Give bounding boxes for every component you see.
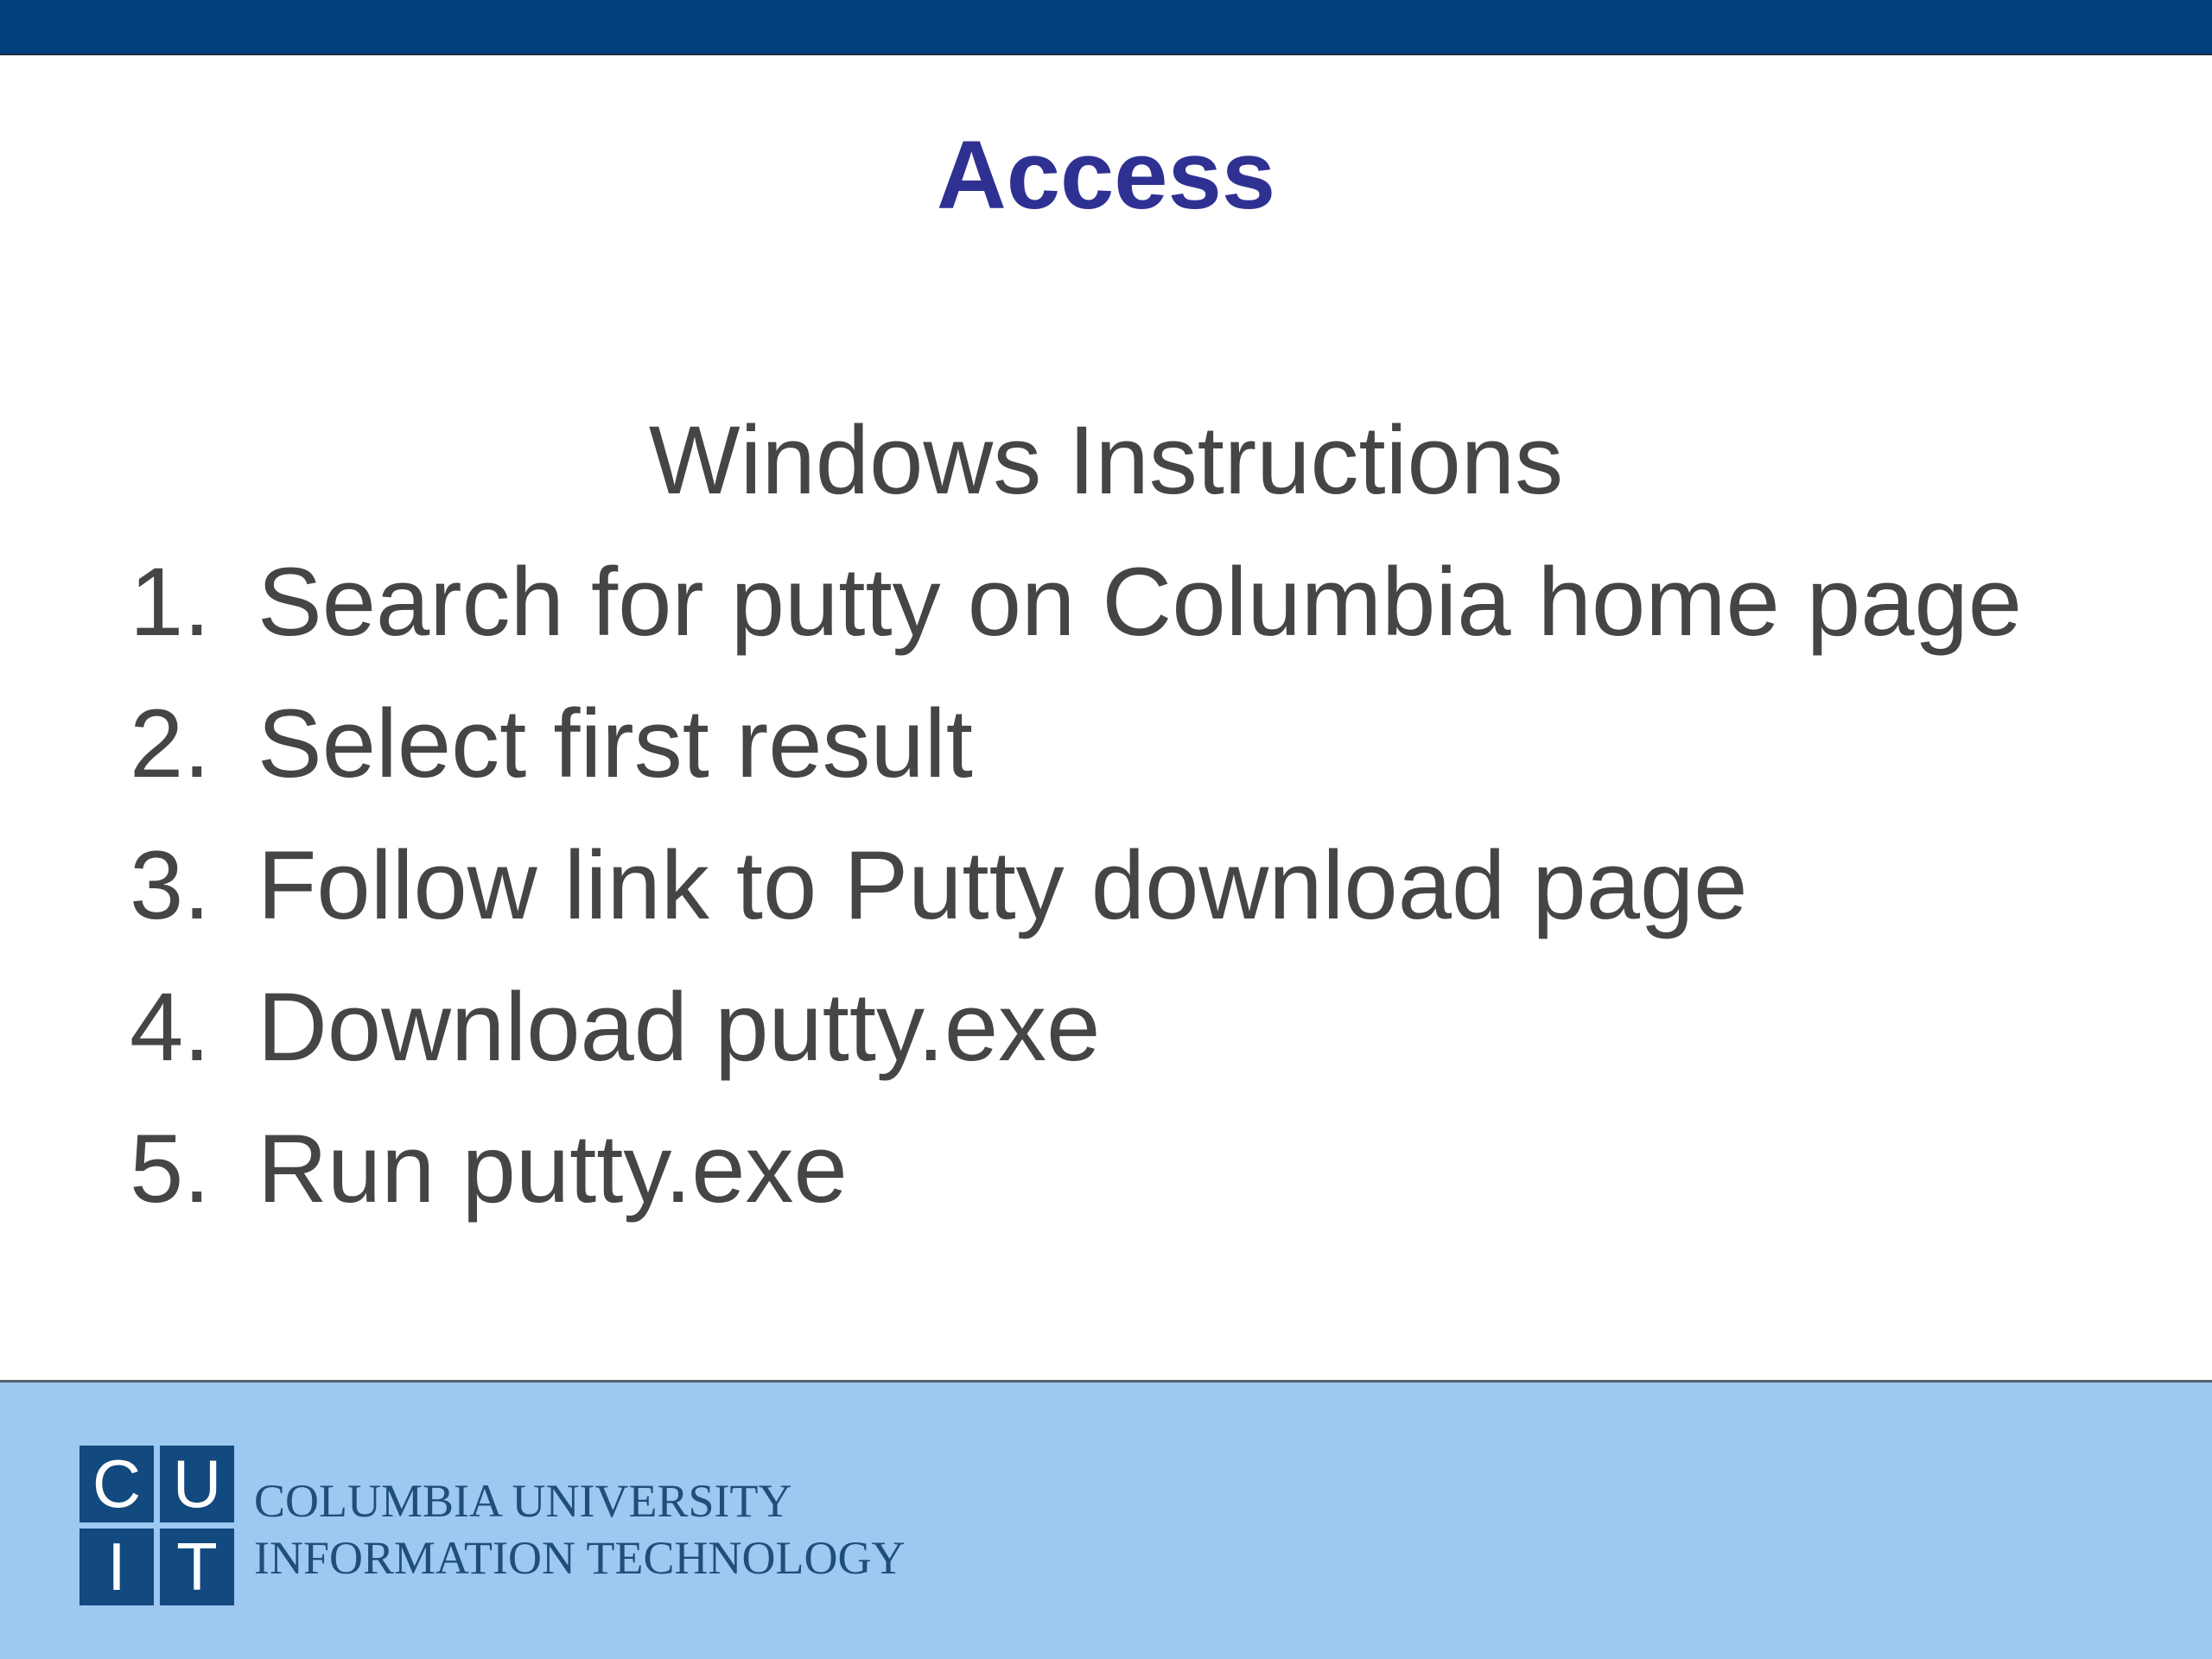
step-number: 3. <box>130 831 211 939</box>
list-item <box>130 688 2022 830</box>
list-item <box>130 546 2022 688</box>
instruction-list <box>130 546 2022 1255</box>
step-number: 2. <box>130 690 211 798</box>
logo-line-university: COLUMBIA UNIVERSITY <box>254 1475 792 1527</box>
logo-cell-u: U <box>160 1446 234 1522</box>
slide-title: Access <box>936 121 1276 229</box>
list-item <box>130 971 2022 1113</box>
step-text: Search for putty on Columbia home page <box>257 548 2023 656</box>
step-number: 1. <box>130 548 211 656</box>
step-text: Follow link to Putty download page <box>257 831 1748 939</box>
logo-cell-i: I <box>79 1529 154 1605</box>
cuit-logo-mark <box>79 1446 234 1606</box>
footer-band <box>0 1380 2212 1659</box>
top-banner-bar <box>0 0 2212 55</box>
logo-wordmark <box>254 1472 906 1586</box>
list-item <box>130 830 2022 971</box>
step-number: 5. <box>130 1115 211 1223</box>
logo-cell-c: C <box>79 1446 154 1522</box>
slide-subtitle: Windows Instructions <box>648 406 1564 514</box>
logo-line-it: INFORMATION TECHNOLOGY <box>254 1532 906 1584</box>
step-text: Select first result <box>257 690 973 798</box>
step-text: Run putty.exe <box>257 1115 848 1223</box>
logo-cell-t: T <box>160 1529 234 1605</box>
list-item <box>130 1113 2022 1255</box>
step-number: 4. <box>130 973 211 1081</box>
step-text: Download putty.exe <box>257 973 1101 1081</box>
